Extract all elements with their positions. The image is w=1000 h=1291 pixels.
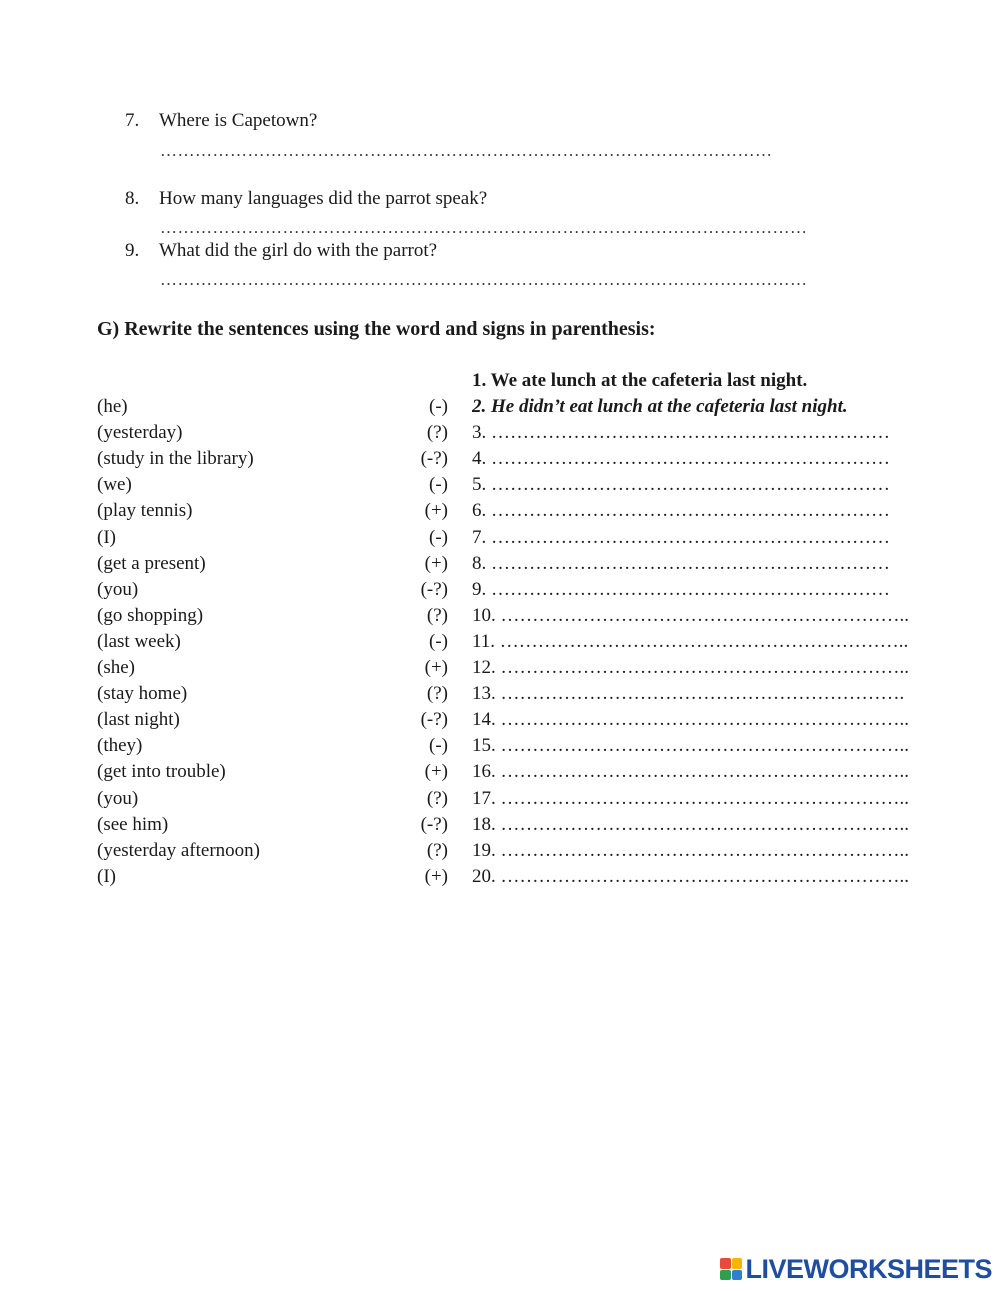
sign-marker: (-?) [420, 813, 448, 835]
exercise-row [0, 788, 1000, 814]
sign-marker: (+) [424, 865, 448, 887]
answer-blank[interactable]: 14. ……………………………………………………….. [472, 709, 909, 731]
prompt-word: (go shopping) [97, 604, 204, 626]
prompt-word: (study in the library) [97, 448, 254, 470]
prompt-word: (she) [97, 657, 135, 678]
logo-icon [720, 1258, 742, 1280]
exercise-row [0, 527, 1000, 553]
exercise-row [0, 840, 1000, 866]
question-number: 8. [125, 188, 140, 209]
prompt-word: (I) [97, 865, 116, 887]
prompt-word: (we) [97, 474, 132, 496]
answer-blank[interactable]: 5. ……………………………………………………… [472, 474, 890, 496]
exercise-row [0, 814, 1000, 840]
prompt-word: (yesterday) [97, 422, 183, 444]
prompt-word: (they) [97, 735, 143, 757]
question-9 [125, 240, 437, 262]
logo-text: LIVEWORKSHEETS [745, 1253, 992, 1284]
exercise-row [0, 761, 1000, 787]
exercise-row [0, 396, 1000, 422]
answer-blank[interactable]: 13. ………………………………………………………. [472, 683, 905, 705]
exercise-row [0, 448, 1000, 474]
sign-marker: (?) [426, 839, 448, 861]
example-answer: 2. He didn’t eat lunch at the cafeteria last night. [472, 396, 848, 417]
exercise-row [0, 657, 1000, 683]
exercise-row [0, 866, 1000, 892]
exercise-row [0, 631, 1000, 657]
sign-marker: (?) [426, 683, 448, 705]
exercise-row [0, 422, 1000, 448]
question-text: How many languages did the parrot speak? [159, 188, 488, 209]
exercise-row [0, 500, 1000, 526]
prompt-word: (you) [97, 578, 139, 600]
sign-marker: (+) [424, 761, 448, 783]
sign-marker: (?) [426, 604, 448, 626]
answer-line[interactable]: …………………………………………………………………………………………… [160, 141, 773, 160]
prompt-word: (get a present) [97, 552, 206, 574]
answer-blank[interactable]: 18. ……………………………………………………….. [472, 813, 909, 835]
answer-blank[interactable]: 10. ……………………………………………………….. [472, 604, 909, 626]
example-sentence: 1. We ate lunch at the cafeteria last night. [472, 370, 808, 391]
prompt-word: (you) [97, 787, 139, 809]
sign-marker: (-?) [420, 709, 448, 731]
prompt-word: (he) [97, 396, 128, 417]
answer-blank[interactable]: 9. ……………………………………………………… [472, 578, 890, 600]
question-text: What did the girl do with the parrot? [159, 240, 438, 261]
liveworksheets-logo [720, 1254, 992, 1284]
sign-marker: (-) [429, 474, 448, 496]
exercise-row [0, 683, 1000, 709]
answer-line[interactable]: ………………………………………………………………………………………………… [160, 218, 808, 237]
exercise-row [0, 474, 1000, 500]
prompt-word: (last night) [97, 709, 180, 731]
sign-marker: (-) [429, 735, 448, 757]
sign-marker: (?) [426, 422, 448, 444]
answer-blank[interactable]: 19. ……………………………………………………….. [472, 839, 909, 861]
sign-marker: (-?) [420, 578, 448, 600]
sign-marker: (?) [426, 787, 448, 809]
answer-blank[interactable]: 16. ……………………………………………………….. [472, 761, 909, 783]
sign-marker: (-) [429, 396, 448, 417]
question-number: 9. [125, 240, 140, 261]
prompt-word: (play tennis) [97, 500, 193, 522]
answer-blank[interactable]: 12. ……………………………………………………….. [472, 657, 909, 678]
sign-marker: (-?) [420, 448, 448, 470]
exercise-row [0, 605, 1000, 631]
prompt-word: (see him) [97, 813, 169, 835]
exercise-row [0, 579, 1000, 605]
answer-blank[interactable]: 3. ……………………………………………………… [472, 422, 890, 444]
prompt-word: (I) [97, 526, 116, 548]
prompt-word: (get into trouble) [97, 761, 226, 783]
question-8 [125, 188, 487, 210]
sign-marker: (+) [424, 500, 448, 522]
question-number: 7. [125, 110, 140, 131]
sign-marker: (-) [429, 630, 448, 652]
exercise-row [0, 709, 1000, 735]
answer-blank[interactable]: 4. ……………………………………………………… [472, 448, 890, 470]
prompt-word: (last week) [97, 630, 181, 652]
sign-marker: (+) [424, 657, 448, 678]
answer-blank[interactable]: 15. ……………………………………………………….. [472, 735, 909, 757]
answer-blank[interactable]: 17. ……………………………………………………….. [472, 787, 909, 809]
question-7 [125, 110, 317, 132]
prompt-word: (yesterday afternoon) [97, 839, 261, 861]
prompt-word: (stay home) [97, 683, 188, 705]
question-text: Where is Capetown? [159, 110, 318, 131]
answer-line[interactable]: ………………………………………………………………………………………………… [160, 270, 808, 289]
sign-marker: (-) [429, 526, 448, 548]
sign-marker: (+) [424, 552, 448, 574]
exercise-row [0, 553, 1000, 579]
answer-blank[interactable]: 8. ……………………………………………………… [472, 552, 890, 574]
answer-blank[interactable]: 6. ……………………………………………………… [472, 500, 890, 522]
answer-blank[interactable]: 11. ……………………………………………………….. [472, 630, 909, 652]
section-heading: G) Rewrite the sentences using the word and signs in parenthesis: [97, 318, 656, 340]
answer-blank[interactable]: 20. ……………………………………………………….. [472, 865, 909, 887]
exercise-row [0, 735, 1000, 761]
answer-blank[interactable]: 7. ……………………………………………………… [472, 526, 890, 548]
